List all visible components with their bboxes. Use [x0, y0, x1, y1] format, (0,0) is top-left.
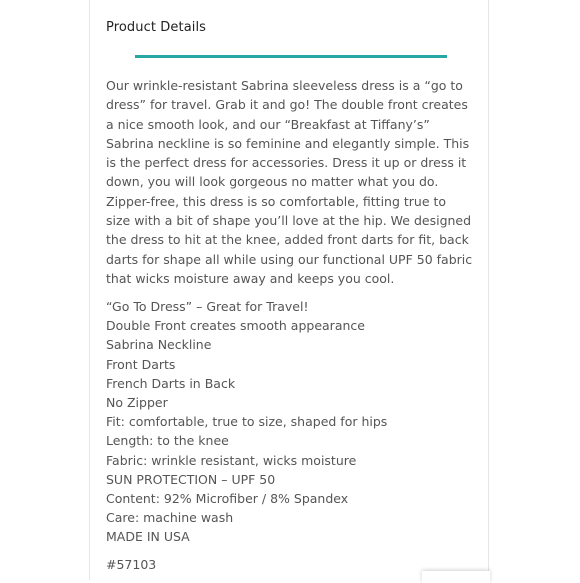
- section-title: Product Details: [106, 20, 207, 35]
- feature-item: French Darts in Back: [106, 375, 236, 391]
- product-details-panel: [89, 0, 489, 580]
- feature-item: Length: to the knee: [106, 433, 229, 449]
- product-description: Our wrinkle-resistant Sabrina sleeveless dress is a “go to dress” for travel. Grab it and go! The double front creates a nice smooth look, and our “Breakfast at Tiffany’s” Sabrina neckline is so feminine and elegantly simple. This is the perfect dress for accessories. Dress it up or dress it down, you will look gorgeous no matter what you do. Zipper-free, this dress is so comfortable, fitting true to size with a bit of shape you’ll love at the hip. We designed the dress to hit at the knee, added front darts for fit, back darts for shape all while using our functional UPF 50 fabric that wicks moisture away and keeps you cool.: [106, 78, 473, 286]
- sku-number: #57103: [106, 557, 157, 572]
- floating-widget[interactable]: [422, 571, 490, 583]
- feature-item: SUN PROTECTION – UPF 50: [106, 471, 276, 487]
- feature-item: Double Front creates smooth appearance: [106, 318, 365, 334]
- feature-item: Sabrina Neckline: [106, 337, 212, 353]
- feature-item: Care: machine wash: [106, 510, 234, 526]
- feature-item: MADE IN USA: [106, 529, 190, 545]
- feature-item: Front Darts: [106, 356, 176, 372]
- feature-list: [106, 297, 474, 547]
- feature-item: “Go To Dress” – Great for Travel!: [106, 299, 309, 314]
- feature-item: Content: 92% Microfiber / 8% Spandex: [106, 491, 349, 507]
- feature-item: Fit: comfortable, true to size, shaped for hips: [106, 414, 388, 430]
- feature-item: No Zipper: [106, 395, 168, 411]
- feature-item: Fabric: wrinkle resistant, wicks moisture: [106, 452, 357, 468]
- section-title-underline: [135, 55, 447, 58]
